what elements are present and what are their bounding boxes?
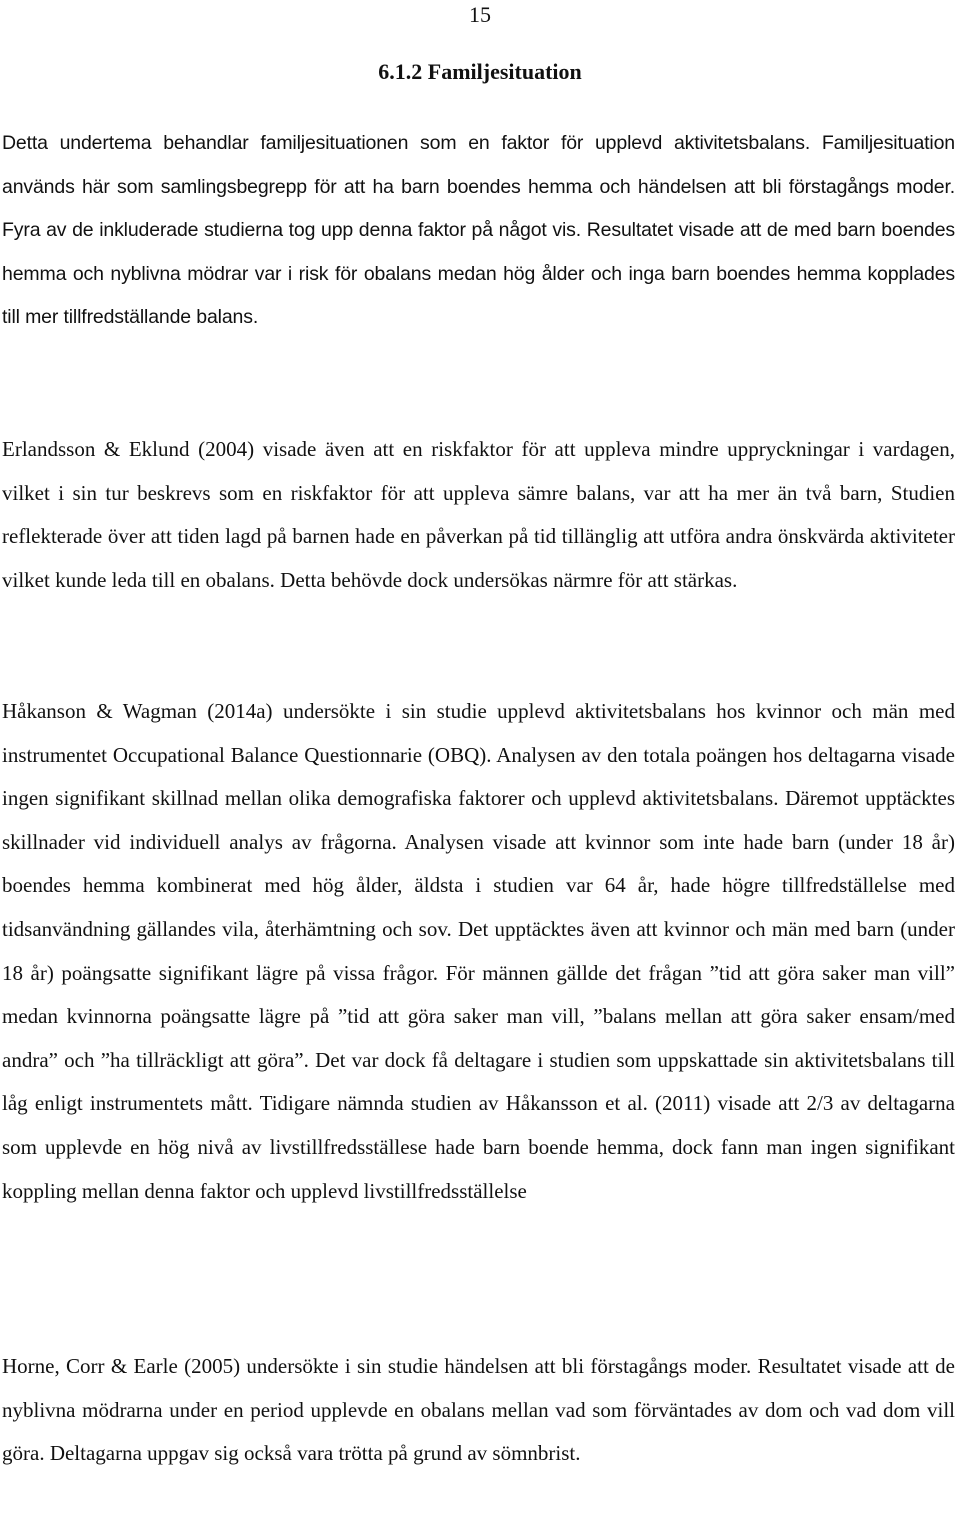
paragraph-family-situation-intro: Detta undertema behandlar familjesituationen som en faktor för upplevd aktivitetsbalans. Familjesituation används här som samlingsbegrepp för att ha barn boendes hemma och händelsen att bli förstagångs moder. Fyra av de inkluderade studierna tog upp denna faktor på något vis. Resultatet visade att de med barn boendes hemma och nyblivna mödrar var i risk för obalans medan hög ålder och inga barn boendes hemma kopplades till mer tillfredställande balans. [2, 132, 955, 329]
section-heading: 6.1.2 Familjesituation [378, 59, 582, 84]
page-number: 15 [469, 2, 491, 27]
paragraph-horne-corr-earle: Horne, Corr & Earle (2005) undersökte i sin studie händelsen att bli förstagångs moder. Resultatet visade att de nyblivna mödrarna under en period upplevde en obalans mellan vad som förväntades av dom och vad dom vill göra. Deltagarna uppgav sig också vara trötta på grund av sömnbrist. [2, 1354, 955, 1466]
paragraph-hakanson-wagman: Håkanson & Wagman (2014a) undersökte i sin studie upplevd aktivitetsbalans hos kvinnor och män med instrumentet Occupational Balance Questionnarie (OBQ). Analysen av den totala poängen hos deltagarna visade ingen signifikant skillnad mellan olika demografiska faktorer och upplevd aktivitetsbalans. Däremot upptäcktes skillnader vid individuell analys av frågorna. Analysen visade att kvinnor som inte hade barn (under 18 år) boendes hemma kombinerat med hög ålder, äldsta i studien var 64 år, hade högre tillfredställelse med tidsanvändning gällandes vila, återhämtning och sov. Det upptäcktes även att kvinnor och män med barn (under 18 år) poängsatte signifikant lägre på vissa frågor. För männen gällde det frågan ”tid att göra saker man vill” medan kvinnorna poängsatte lägre på ”tid att göra saker man vill, ”balans mellan att göra saker ensam/med andra” och ”ha tillräckligt att göra”. Det var dock få deltagare i studien som uppskattade sin aktivitetsbalans till låg enligt instrumentets mått. Tidigare nämnda studien av Håkansson et al. (2011) visade att 2/3 av deltagarna som upplevde en hög nivå av livstillfredsställese hade barn boende hemma, dock fann man ingen signifikant koppling mellan denna faktor och upplevd livstillfredsställelse [2, 699, 955, 1203]
paragraph-erlandsson-eklund: Erlandsson & Eklund (2004) visade även att en riskfaktor för att uppleva mindre uppryckningar i vardagen, vilket i sin tur beskrevs som en riskfaktor för att uppleva sämre balans, var att ha mer än två barn, Studien reflekterade över att tiden lagd på barnen hade en påverkan på tid tillänglig att utföra andra önskvärda aktiviteter vilket kunde leda till en obalans. Detta behövde dock undersökas närmre för att stärkas. [2, 437, 955, 592]
